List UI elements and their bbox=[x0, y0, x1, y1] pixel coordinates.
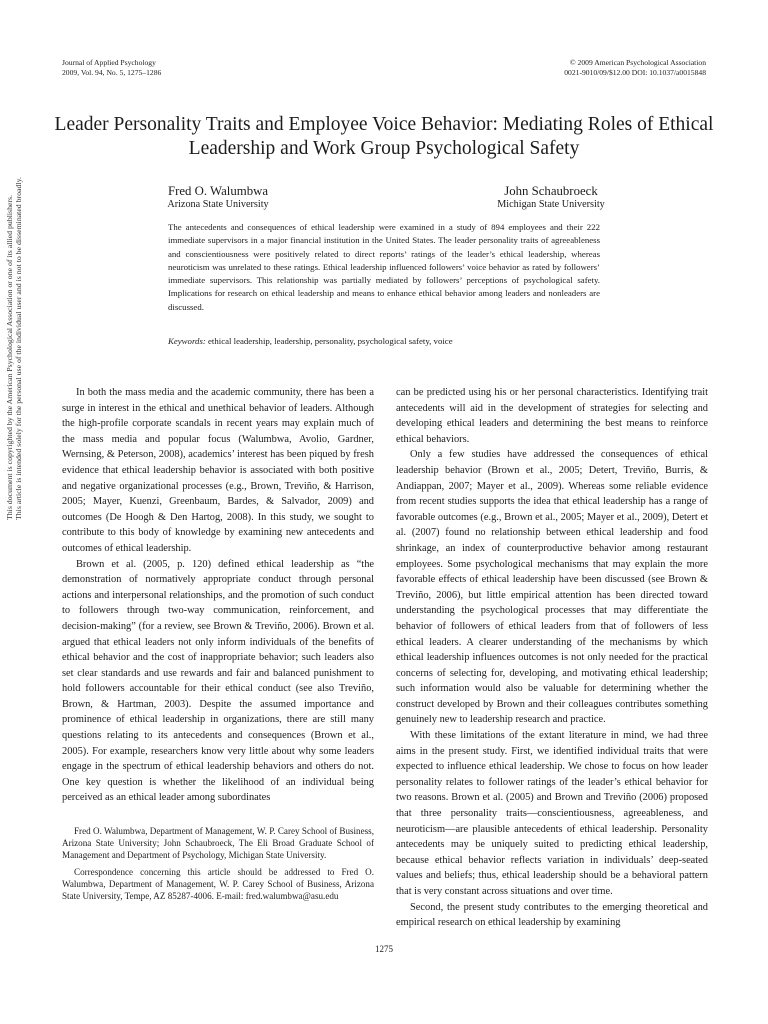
journal-header-right bbox=[564, 58, 706, 77]
keywords bbox=[168, 335, 600, 348]
body-paragraph: Second, the present study contributes to the emerging theoretical and empirical research on ethical leadership by examining bbox=[396, 901, 708, 929]
copyright-line: © 2009 American Psychological Association bbox=[569, 58, 706, 67]
author-affiliation: Michigan State University bbox=[497, 199, 605, 210]
body-column-left bbox=[62, 385, 374, 806]
author-name: John Schaubroeck bbox=[504, 184, 598, 198]
footnote: Fred O. Walumbwa, Department of Management, W. P. Carey School of Business, Arizona State University; John Schaubroeck, The Eli Broad Graduate School of Management and Department of Psychology, Michigan State University. bbox=[62, 826, 374, 861]
side-notice-line-1: This document is copyrighted by the American Psychological Association or one of its allied publishers. bbox=[5, 194, 14, 520]
journal-volume: 2009, Vol. 94, No. 5, 1275–1286 bbox=[62, 67, 162, 77]
keywords-label: Keywords: bbox=[168, 336, 206, 346]
body-paragraph: In both the mass media and the academic community, there has been a surge in interest in the ethical and unethical behavior of leaders. Although the high-profile corporate scandals in recent years may explain much of the mass media and popular focus (Walumbwa, Avolio, Gardner, Wernsing, & Peterson, 2008), academics’ interest has been piqued by fresh evidence that ethical leadership behavior is associated with both positive and negative organizational processes (e.g., Brown, Treviño, & Harrison, 2005; Mayer, Kuenzi, Greenbaum, Bardes, & Salvador, 2009) and outcomes (De Hoogh & Den Hartog, 2008). In this study, we sought to contribute to this body of knowledge by examining new antecedents and outcomes of ethical leadership. bbox=[62, 387, 374, 554]
keywords-text: ethical leadership, leadership, personality, psychological safety, voice bbox=[208, 336, 453, 346]
author-block-2 bbox=[431, 184, 671, 211]
body-paragraph: can be predicted using his or her personal characteristics. Identifying trait antecedents will aid in the development of strategies for selecting and developing ethical leaders and determining the best means to reinforce ethical behaviors. bbox=[396, 387, 708, 445]
body-paragraph: With these limitations of the extant literature in mind, we had three aims in the present study. First, we identified individual traits that were expected to influence ethical leadership. We chose to focus on how leader personality relates to follower ratings of the leader’s ethical behavior for two reasons. Brown et al. (2005) and Brown and Treviño (2006) proposed that three personality traits—conscientiousness, agreeableness, and neuroticism—are plausible antecedents of ethical leadership. Personality antecedents may be uniquely suited to predicting ethical leadership, because ethical behavior reflects variation in individuals’ deep-seated values and beliefs; thus, ethical leadership should be a behavioral pattern that is very constant across situations and over time. bbox=[396, 730, 708, 897]
author-affiliation: Arizona State University bbox=[167, 199, 269, 210]
body-column-right bbox=[396, 385, 708, 931]
abstract: The antecedents and consequences of ethical leadership were examined in a study of 894 employees and their 222 immediate supervisors in a major financial institution in the United States. The leader personality traits of agreeableness and conscientiousness were positively related to direct reports’ ratings of the leader’s ethical leadership, whereas neuroticism was unrelated to these ratings. Ethical leadership influenced followers’ voice behavior as rated by followers’ immediate supervisors. This relationship was partially mediated by followers’ perceptions of psychological safety. Implications for research on ethical leadership and means to enhance ethical behavior among leaders and nonleaders are discussed. bbox=[168, 222, 600, 312]
page-number: 1275 bbox=[375, 944, 393, 954]
journal-name: Journal of Applied Psychology bbox=[62, 58, 156, 67]
body-paragraph: Brown et al. (2005, p. 120) defined ethical leadership as “the demonstration of normatively appropriate conduct through personal actions and interpersonal relationships, and the promotion of such conduct to followers through two-way communication, reinforcement, and decision-making” (for a review, see Brown & Treviño, 2006). Brown et al. argued that ethical leaders not only inform individuals of the benefits of ethical behavior and the cost of inappropriate behavior; such leaders also set clear standards and use rewards and fair and balanced punishment to hold followers accountable for their ethical conduct (see also Treviño, Brown, & Hartman, 2003). Despite the assumed importance and prominence of ethical leadership in organizations, there are still many questions relating to its antecedents and consequences (Brown et al., 2005). For example, researchers know very little about why some leaders engage in the spectrum of ethical leadership behaviors and others do not. One key question is whether the likelihood of an individual being perceived as an ethical leader among subordinates bbox=[62, 558, 374, 804]
author-footnotes bbox=[62, 825, 374, 906]
author-name: Fred O. Walumbwa bbox=[167, 184, 269, 198]
doi-line: 0021-9010/09/$12.00 DOI: 10.1037/a0015848 bbox=[564, 67, 706, 77]
author-block-1 bbox=[98, 184, 338, 211]
article-title: Leader Personality Traits and Employee Voice Behavior: Mediating Roles of Ethical Leadership and Work Group Psychological Safety bbox=[54, 114, 714, 159]
side-notice-line-2: This article is intended solely for the personal use of the individual user and is not to be disseminated broadly. bbox=[14, 177, 24, 520]
footnote: Correspondence concerning this article should be addressed to Fred O. Walumbwa, Department of Management, W. P. Carey School of Business, Arizona State University, Tempe, AZ 85287-4006. E-mail: fred.walumbwa@asu.edu bbox=[62, 866, 374, 902]
copyright-side-notice bbox=[5, 177, 24, 520]
journal-header-left bbox=[62, 58, 161, 77]
body-paragraph: Only a few studies have addressed the consequences of ethical leadership behavior (Brown et al., 2005; Detert, Treviño, Burris, & Andiappan, 2007; Mayer et al., 2009). Whereas some reliable evidence from recent studies supports the idea that ethical leadership has a range of favorable outcomes (e.g., Brown et al., 2005; Mayer et al., 2009), Detert et al. (2007) found no relationship between ethical leadership and food shrinkage, an index of counterproductive behavior among restaurant employees. Some psychological mechanisms that may explain the more favorable effects of ethical leadership have been discussed (see Brown & Treviño, 2006), but little empirical attention has been directed toward understanding the psychological processes that may differentiate the behavior of followers of ethical leaders from that of followers of less ethical leaders. A clearer understanding of the mechanisms by which ethical leadership influences outcomes is not only needed for the practical concerns of selecting for, developing, and motivating ethical leadership; such information would also be valuable for determining whether the construct developed by Brown and their colleagues contributes something genuinely new to leadership research and practice. bbox=[396, 449, 708, 726]
